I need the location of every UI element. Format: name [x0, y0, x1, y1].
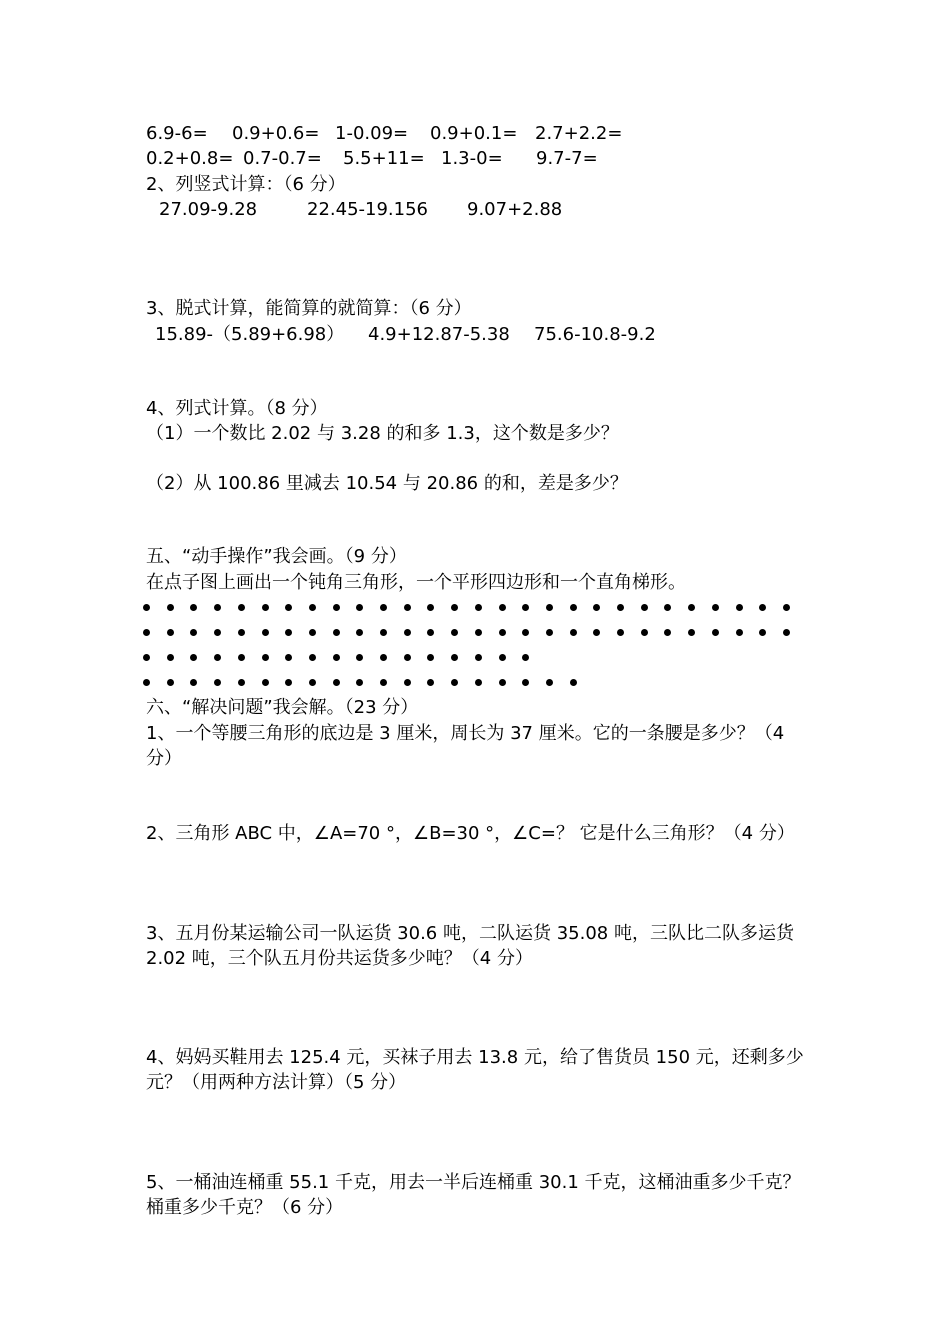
- grid-dot: [475, 629, 482, 636]
- grid-dot: [736, 629, 743, 636]
- grid-dot: [499, 604, 506, 611]
- grid-dot: [712, 604, 719, 611]
- grid-dot: [783, 629, 790, 636]
- grid-dot: [356, 604, 363, 611]
- grid-dot: [570, 679, 577, 686]
- grid-dot: [167, 679, 174, 686]
- vertical-calc-item: 9.07+2.88: [467, 199, 563, 220]
- grid-dot: [451, 679, 458, 686]
- stepwise-calc-item: 15.89-（5.89+6.98）: [155, 324, 345, 345]
- grid-dot: [404, 629, 411, 636]
- grid-dot: [333, 654, 340, 661]
- grid-dot: [499, 654, 506, 661]
- grid-dot: [759, 629, 766, 636]
- grid-dot: [262, 604, 269, 611]
- grid-dot: [451, 654, 458, 661]
- grid-dot: [499, 679, 506, 686]
- grid-dot: [427, 604, 434, 611]
- grid-dot: [333, 679, 340, 686]
- q3-title: 3、脱式计算，能简算的就简算：（6 分）: [146, 298, 472, 319]
- grid-dot: [546, 679, 553, 686]
- grid-dot: [499, 629, 506, 636]
- grid-dot: [688, 604, 695, 611]
- grid-dot: [190, 604, 197, 611]
- grid-dot: [451, 629, 458, 636]
- grid-dot: [262, 679, 269, 686]
- grid-dot: [451, 604, 458, 611]
- problem-3: 3、五月份某运输公司一队运货 30.6 吨，二队运货 35.08 吨，三队比二队多运货 2.02 吨，三个队五月份共运货多少吨？（4 分）: [146, 923, 794, 969]
- grid-dot: [641, 629, 648, 636]
- grid-dot: [546, 604, 553, 611]
- oral-item: 9.7-7=: [536, 148, 598, 169]
- grid-dot: [285, 679, 292, 686]
- grid-dot: [214, 654, 221, 661]
- grid-dot: [522, 679, 529, 686]
- section5-title: 五、“动手操作”我会画。（9 分）: [146, 546, 407, 567]
- grid-dot: [522, 604, 529, 611]
- grid-dot: [238, 679, 245, 686]
- grid-dot: [404, 604, 411, 611]
- grid-dot: [309, 629, 316, 636]
- oral-item: 1.3-0=: [441, 148, 503, 169]
- grid-dot: [546, 629, 553, 636]
- grid-dot: [238, 654, 245, 661]
- grid-dot: [617, 604, 624, 611]
- section6-title: 六、“解决问题”我会解。（23 分）: [146, 697, 419, 718]
- grid-dot: [593, 604, 600, 611]
- grid-dot: [759, 604, 766, 611]
- grid-dot: [143, 604, 150, 611]
- grid-dot: [333, 604, 340, 611]
- oral-item: 1-0.09=: [335, 123, 409, 144]
- problem-5: 5、一桶油连桶重 55.1 千克，用去一半后连桶重 30.1 千克，这桶油重多少千克？桶重多少千克？（6 分）: [146, 1172, 801, 1218]
- q4-title: 4、列式计算。（8 分）: [146, 398, 328, 419]
- grid-dot: [475, 654, 482, 661]
- stepwise-calc-item: 4.9+12.87-5.38: [368, 324, 510, 345]
- grid-dot: [285, 629, 292, 636]
- vertical-calc-item: 22.45-19.156: [307, 199, 429, 220]
- grid-dot: [143, 679, 150, 686]
- grid-dot: [356, 679, 363, 686]
- grid-dot: [285, 654, 292, 661]
- grid-dot: [641, 604, 648, 611]
- grid-dot: [712, 629, 719, 636]
- grid-dot: [167, 629, 174, 636]
- oral-item: 2.7+2.2=: [535, 123, 623, 144]
- grid-dot: [262, 654, 269, 661]
- problem-1: 1、一个等腰三角形的底边是 3 厘米，周长为 37 厘米。它的一条腰是多少？（4 分）: [146, 723, 785, 769]
- grid-dot: [309, 679, 316, 686]
- grid-dot: [309, 654, 316, 661]
- grid-dot: [167, 654, 174, 661]
- problem-2: 2、三角形 ABC 中，∠A=70 °，∠B=30 °，∠C=？ 它是什么三角形？（4 分）: [146, 823, 795, 844]
- grid-dot: [190, 679, 197, 686]
- grid-dot: [427, 629, 434, 636]
- grid-dot: [617, 629, 624, 636]
- grid-dot: [570, 629, 577, 636]
- grid-dot: [570, 604, 577, 611]
- grid-dot: [190, 629, 197, 636]
- stepwise-calc-item: 75.6-10.8-9.2: [534, 324, 656, 345]
- grid-dot: [214, 629, 221, 636]
- grid-dot: [688, 629, 695, 636]
- oral-item: 0.9+0.6=: [232, 123, 320, 144]
- grid-dot: [380, 629, 387, 636]
- q4-part-2: （2）从 100.86 里减去 10.54 与 20.86 的和，差是多少？: [146, 473, 628, 494]
- grid-dot: [380, 679, 387, 686]
- grid-dot: [214, 679, 221, 686]
- grid-dot: [427, 679, 434, 686]
- grid-dot: [380, 604, 387, 611]
- grid-dot: [380, 654, 387, 661]
- grid-dot: [167, 604, 174, 611]
- grid-dot: [664, 604, 671, 611]
- grid-dot: [427, 654, 434, 661]
- q2-title: 2、列竖式计算：（6 分）: [146, 174, 346, 195]
- oral-item: 0.7-0.7=: [243, 148, 322, 169]
- grid-dot: [238, 629, 245, 636]
- grid-dot: [238, 604, 245, 611]
- grid-dot: [143, 654, 150, 661]
- grid-dot: [475, 604, 482, 611]
- vertical-calc-item: 27.09-9.28: [159, 199, 258, 220]
- grid-dot: [593, 629, 600, 636]
- grid-dot: [214, 604, 221, 611]
- grid-dot: [143, 629, 150, 636]
- grid-dot: [664, 629, 671, 636]
- section5-instruction: 在点子图上画出一个钝角三角形，一个平形四边形和一个直角梯形。: [146, 572, 686, 593]
- grid-dot: [522, 654, 529, 661]
- grid-dot: [522, 629, 529, 636]
- grid-dot: [475, 679, 482, 686]
- grid-dot: [783, 604, 790, 611]
- grid-dot: [262, 629, 269, 636]
- grid-dot: [404, 679, 411, 686]
- grid-dot: [190, 654, 197, 661]
- oral-item: 5.5+11=: [343, 148, 425, 169]
- q4-part-1: （1）一个数比 2.02 与 3.28 的和多 1.3，这个数是多少？: [146, 423, 619, 444]
- problem-4: 4、妈妈买鞋用去 125.4 元，买袜子用去 13.8 元，给了售货员 150 元，还剩多少元？（用两种方法计算）（5 分）: [146, 1047, 804, 1093]
- oral-item: 6.9-6=: [146, 123, 208, 144]
- grid-dot: [356, 654, 363, 661]
- grid-dot: [736, 604, 743, 611]
- oral-item: 0.9+0.1=: [430, 123, 518, 144]
- grid-dot: [333, 629, 340, 636]
- grid-dot: [404, 654, 411, 661]
- grid-dot: [309, 604, 316, 611]
- grid-dot: [285, 604, 292, 611]
- oral-item: 0.2+0.8=: [146, 148, 234, 169]
- grid-dot: [356, 629, 363, 636]
